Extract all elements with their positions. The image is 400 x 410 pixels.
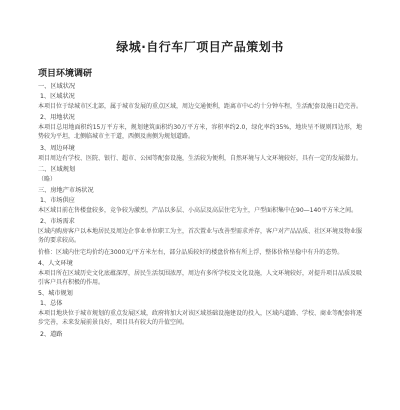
subsection-heading: 2、用地状况	[40, 114, 75, 122]
subsection-heading: 3、周边环境	[40, 144, 75, 152]
document-title: 绿城·自行车厂项目产品策划书	[116, 40, 284, 54]
subsection-heading: 4、人文环境	[38, 259, 73, 267]
section-heading: 项目环境调研	[38, 69, 93, 79]
paragraph: （略）	[38, 175, 57, 183]
subsection-heading: 1、总体	[40, 300, 63, 308]
document-body	[38, 82, 362, 339]
paragraph: 本项目所在区域历史文化底蕴深厚，居民生活氛围浓厚，周边有多所学校及文化设施，人文环境较好，对提升项目品质及吸引客户具有积极的作用。	[38, 269, 363, 287]
paragraph: 本项目位于绿城市区北部，属于城市发展的重点区域，周边交通便利，距离市中心约十分钟车程，生活配套设施日趋完善。	[38, 103, 363, 110]
subsection-heading: 5、城市规划	[38, 290, 73, 298]
paragraph: 区域内购房客户以本地居民及周边企事业单位职工为主，首次置业与改善型需求并存，客户对产品品质、社区环境及物业服务的要求较高。	[38, 228, 363, 245]
subsection-heading: 2、道路	[40, 330, 63, 338]
subsection-heading: 2、市场需求	[40, 218, 75, 226]
subsection-heading: 一、区域状况	[38, 83, 76, 90]
subsection-heading: 1、市场供应	[40, 197, 75, 205]
subsection-heading: 三、房地产市场状况	[38, 187, 94, 195]
subsection-heading: 二、区域规划	[38, 165, 76, 173]
paragraph: 价格：区域内住宅均价约在3000元/平方米左右，部分品质较好的楼盘价格有所上浮，整体价格呈稳中有升的态势。	[38, 248, 344, 256]
paragraph: 本项目地块位于城市规划的重点发展区域，政府将加大对该区域基础设施建设的投入，区域内道路、学校、商业等配套将逐步完善，未来发展前景良好，项目具有较大的升值空间。	[38, 310, 363, 327]
paragraph: 本区域目前在售楼盘较多，竞争较为激烈，产品以多层、小高层及高层住宅为主，户型面积集中在90—140平方米之间。	[38, 207, 358, 215]
paragraph: 项目周边有学校、医院、银行、超市、公园等配套设施，生活较为便利，自然环境与人文环境较好，具有一定的发展潜力。	[38, 154, 363, 162]
subsection-heading: 1、区域状况	[40, 93, 75, 100]
paragraph: 本项目总用地面积约15万平方米，规划建筑面积约30万平方米，容积率约2.0，绿化率约35%，地块呈不规则四边形，地势较为平坦，北侧临城市主干道，西侧及南侧为规划道路。	[38, 124, 362, 141]
